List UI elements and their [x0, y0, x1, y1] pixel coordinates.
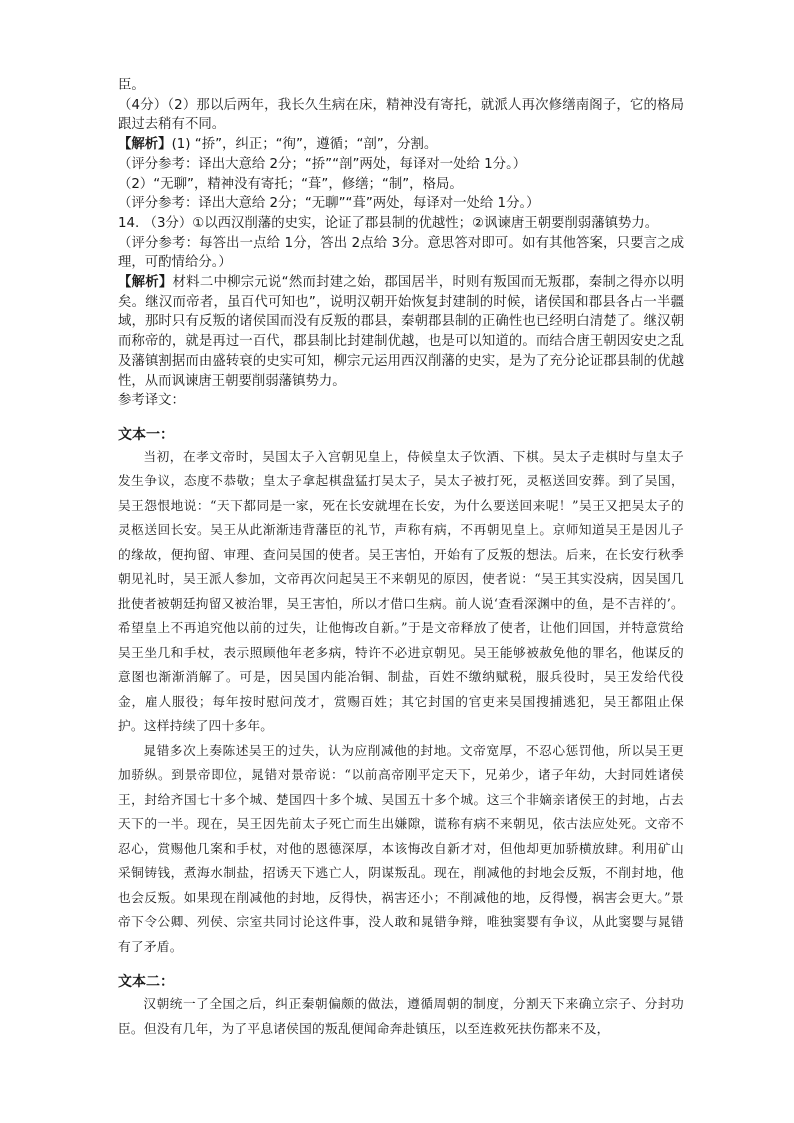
- text1-body: [118, 445, 684, 960]
- scoring-note-2: （评分参考：译出大意给 2分；“无聊”“葺”两处，每译对一处给 1分。）: [118, 196, 540, 212]
- text2-title: 文本二：: [118, 974, 174, 991]
- reference-translation-label: 参考译文：: [118, 393, 185, 409]
- analysis-label: 【解析】: [118, 137, 172, 153]
- text1-paragraph-2: 晁错多次上奏陈述吴王的过失，认为应削减他的封地。文帝宽厚，不忍心惩罚他，所以吴王更加骄纵。到景帝即位，晁错对景帝说：“以前高帝刚平定天下，兄弟少，诸子年幼，大封同姓诸侯王，封给齐国七十多个城、楚国四十多个城、吴国五十多个城。这三个非嫡亲诸侯王的封地，占去天下的一半。现在，吴王因先前太子死亡而生出嫌隙，谎称有病不来朝见，依古法应处死。文帝不忍心，赏赐他几案和手杖，对他的恩德深厚，本该悔改自新才对，但他却更加骄横放肆。利用矿山采铜铸钱，煮海水制盐，招诱天下逃亡人，阴谋叛乱。现在，削减他的封地会反叛，不削封地，他也会反叛。如果现在削减他的封地，反得快，祸害还小；不削减他的地，反得慢，祸害会更大。”景帝下令公卿、列侯、宗室共同讨论这件事，没人敢和晁错争辩，唯独窦婴有争议，从此窦婴与晁错有了矛盾。: [118, 742, 684, 954]
- scoring-note-1: （评分参考：译出大意给 2分；“挢”“剖”两处，每译对一处给 1分。）: [118, 156, 527, 172]
- analysis-block: [118, 273, 684, 391]
- scoring-note-3: （评分参考：每答出一点给 1分，答出 2点给 3分。意思答对即可。如有其他答案，只要言之成理，可酌情给分。）: [118, 235, 684, 271]
- analysis-text: (1) “挢”，纠正；“徇”，遵循；“剖”，分割。: [171, 137, 438, 153]
- analysis-line: [118, 135, 684, 155]
- text2-body: [118, 992, 684, 1041]
- text1-paragraph-1: 当初，在孝文帝时，吴国太子入宫朝见皇上，侍候皇太子饮酒、下棋。吴太子走棋时与皇太子发生争议，态度不恭敬；皇太子拿起棋盘猛打吴太子，吴太子被打死，灵柩送回安葬。到了吴国，吴王怨恨地说：“天下都同是一家，死在长安就埋在长安，为什么要送回来呢！”吴王又把吴太子的灵柩送回长安。吴王从此渐渐违背藩臣的礼节，声称有病，不再朝见皇上。京师知道吴王是因儿子的缘故，便拘留、审理、查问吴国的使者。吴王害怕，开始有了反叛的想法。后来，在长安行秋季朝见礼时，吴王派人参加，文帝再次问起吴王不来朝见的原因，使者说：“吴王其实没病，因吴国几批使者被朝廷拘留又被治罪，吴王害怕，所以才借口生病。前人说‘查看深渊中的鱼，是不吉祥的’。希望皇上不再追究他以前的过失，让他悔改自新。”于是文帝释放了使者，让他们回国，并特意赏给吴王坐几和手杖，表示照顾他年老多病，特许不必进京朝见。吴王能够被赦免他的罪名，他谋反的意图也渐渐消解了。可是，因吴国内能冶铜、制盐，百姓不缴纳赋税，服兵役时，吴王发给代役金，雇人服役；每年按时慰问茂才，赏赐百姓；其它封国的官吏来吴国搜捕逃犯，吴王都阻止保护。这样持续了四十多年。: [118, 448, 684, 734]
- answer-section: [118, 76, 684, 411]
- text2-paragraph-1: 汉朝统一了全国之后，纠正秦朝偏颇的做法，遵循周朝的制度，分割天下来确立宗子、分封功臣。但没有几年，为了平息诸侯国的叛乱便闻命奔赴镇压，以至连救死扶伤都来不及，: [118, 996, 684, 1036]
- answer-line-chen: 臣。: [118, 78, 145, 93]
- analysis-point-2: （2）“无聊”，精神没有寄托；“葺”，修缮；“制”，格局。: [118, 176, 463, 192]
- answer-translation-2: （4分）（2）那以后两年，我长久生病在床，精神没有寄托，就派人再次修缮南阁子，它的格局跟过去稍有不同。: [118, 97, 684, 133]
- analysis-block-text: 材料二中柳宗元说“然而封建之始，郡国居半，时则有叛国而无叛郡，秦制之得亦以明矣。继汉而帝者，虽百代可知也”，说明汉朝开始恢复封建制的时候，诸侯国和郡县各占一半疆域，那时只有反叛的诸侯国而没有反叛的郡县，秦朝郡县制的正确性也已经明白清楚了。继汉朝而称帝的，就是再过一百代，郡县制比封建制优越，也是可以知道的。而结合唐王朝因安史之乱及藩镇割据而由盛转衰的史实可知，柳宗元运用西汉削藩的史实，是为了充分论证郡县制的优越性，从而讽谏唐王朝要削弱藩镇势力。: [118, 275, 685, 389]
- question-14-answer: 14. （3分）①以西汉削藩的史实，论证了郡县制的优越性；②讽谏唐王朝要削弱藩镇势力。: [118, 215, 659, 231]
- text1-title: 文本一：: [118, 426, 174, 443]
- document-page: [118, 76, 684, 1041]
- analysis-label-2: 【解析】: [118, 275, 173, 291]
